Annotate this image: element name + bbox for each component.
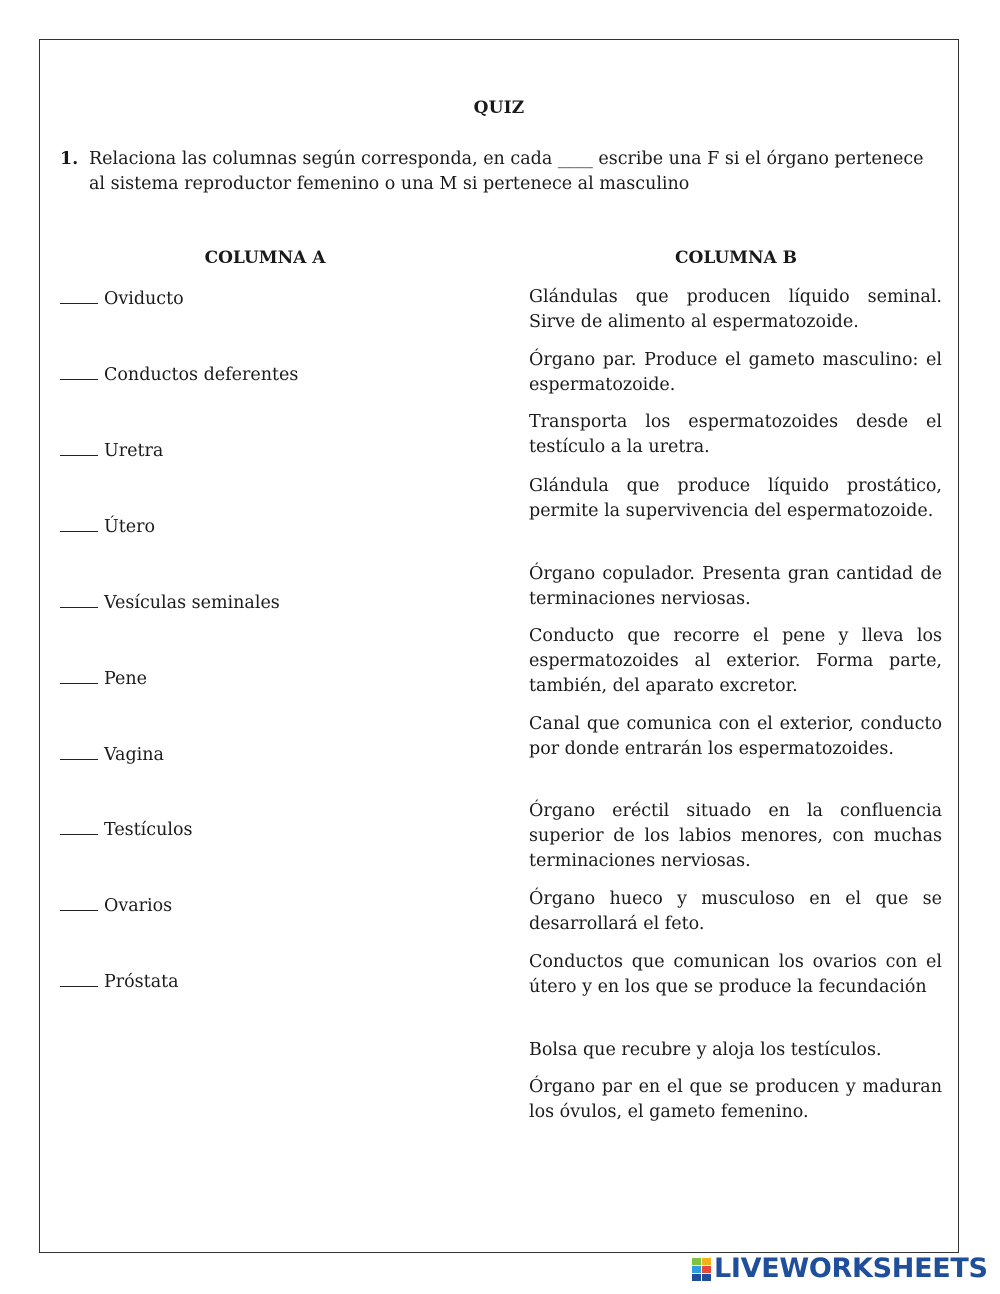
column-b-item: Conductos que comunican los ovarios con el útero y en los que se produce la fecundación (529, 952, 942, 997)
column-b-item: Órgano hueco y musculoso en el que se desarrollará el feto. (529, 889, 942, 934)
column-a-heading: COLUMNA A (204, 248, 326, 268)
column-b-item: Glándula que produce líquido prostático, permite la supervivencia del espermatozoide. (529, 476, 942, 521)
answer-blank[interactable] (60, 361, 98, 380)
column-b-heading: COLUMNA B (674, 248, 798, 268)
column-b-item: Glándulas que producen líquido seminal. Sirve de alimento al espermatozoide. (529, 287, 942, 332)
column-a-item: Vagina (60, 741, 164, 768)
answer-blank[interactable] (60, 513, 98, 532)
worksheet-page (39, 39, 959, 1253)
column-b-item: Canal que comunica con el exterior, conducto por donde entrarán los espermatozoides. (529, 714, 942, 759)
answer-blank[interactable] (60, 741, 98, 760)
page-title: QUIZ (473, 98, 525, 118)
question-number: 1. (60, 149, 79, 169)
column-a-item: Ovarios (60, 892, 172, 919)
answer-blank[interactable] (60, 285, 98, 304)
column-a-item: Próstata (60, 968, 179, 995)
question-text: Relaciona las columnas según corresponda, en cada ____ escribe una F si el órgano pertenece al sistema reproductor femenino o una M si pertenece al masculino (89, 149, 924, 194)
logo-blocks-icon (692, 1258, 712, 1282)
column-b-item: Órgano copulador. Presenta gran cantidad de terminaciones nerviosas. (529, 564, 942, 609)
column-a-item: Conductos deferentes (60, 361, 298, 388)
column-b-item: Órgano eréctil situado en la confluencia superior de los labios menores, con muchas terminaciones nerviosas. (529, 801, 942, 871)
column-b-item: Órgano par en el que se producen y maduran los óvulos, el gameto femenino. (529, 1077, 942, 1122)
column-a-item: Vesículas seminales (60, 589, 280, 616)
liveworksheets-logo (692, 1253, 992, 1284)
answer-blank[interactable] (60, 665, 98, 684)
answer-blank[interactable] (60, 968, 98, 987)
column-b-item: Conducto que recorre el pene y lleva los espermatozoides al exterior. Forma parte, también, del aparato excretor. (529, 626, 942, 696)
question-1 (60, 147, 930, 197)
answer-blank[interactable] (60, 816, 98, 835)
brand-name: LIVEWORKSHEETS (714, 1253, 988, 1284)
column-a-item: Útero (60, 513, 155, 540)
column-a-item: Uretra (60, 437, 163, 464)
column-b-item: Bolsa que recubre y aloja los testículos. (529, 1040, 882, 1060)
column-a-item: Pene (60, 665, 147, 692)
column-a-item: Testículos (60, 816, 192, 843)
answer-blank[interactable] (60, 589, 98, 608)
column-b-item: Órgano par. Produce el gameto masculino: el espermatozoide. (529, 350, 942, 395)
answer-blank[interactable] (60, 892, 98, 911)
column-a-item: Oviducto (60, 285, 184, 312)
answer-blank[interactable] (60, 437, 98, 456)
column-b-item: Transporta los espermatozoides desde el testículo a la uretra. (529, 412, 942, 457)
